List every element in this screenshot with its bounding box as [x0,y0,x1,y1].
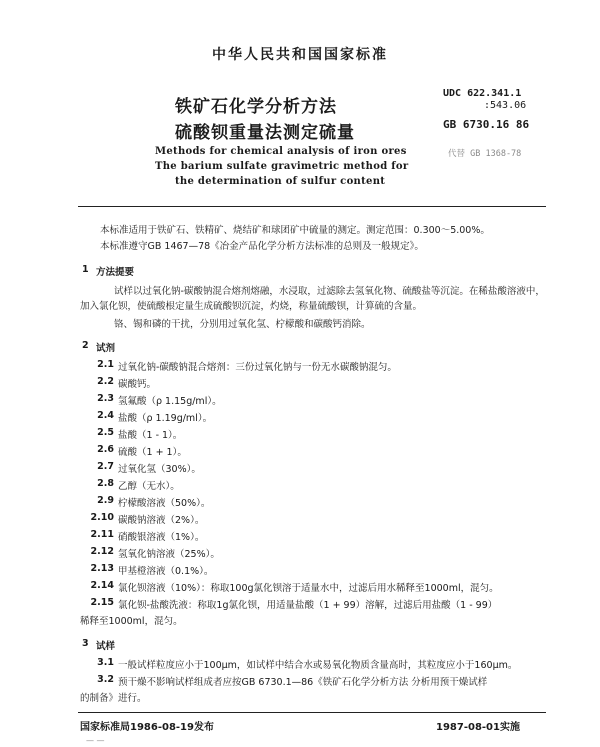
reagent-item: 过氧化氢（30%）。 [118,464,201,475]
reagent-item: 氢氟酸（ρ 1.15g/ml）。 [118,396,222,407]
sample-item-continuation: 的制备》进行。 [80,693,147,704]
section2-number: 2 [82,340,89,351]
footer-divider [78,712,546,713]
reagent-item-number: 2.4 [97,410,114,421]
sample-item: 预干燥不影响试样组成者应按GB 6730.1—86《铁矿石化学分析方法 分析用预干燥试样 [118,677,488,688]
udc-code: UDC 622.341.1 [443,88,522,99]
section3-heading: 试样 [96,641,116,652]
reagent-item-number: 2.13 [90,563,114,574]
reagent-item: 盐酸（ρ 1.19g/ml）。 [118,413,213,424]
intro-scope: 本标准适用于铁矿石、铁精矿、烧结矿和球团矿中硫量的测定。测定范围：0.300～5.00%。 [100,225,490,236]
udc-code-suffix: :543.06 [484,100,527,111]
english-title-line2: The barium sulfate gravimetric method for [155,161,409,172]
reagent-item-number: 2.3 [97,393,114,404]
replaces-code: 代替 GB 1368-78 [448,149,522,159]
reagent-item: 氢氧化钠溶液（25%）。 [118,549,220,560]
reagent-item-number: 2.5 [97,427,114,438]
reagent-item-number: 2.8 [97,478,114,489]
issued-date: 国家标准局1986-08-19发布 [80,722,214,733]
section1-paragraph1: 试样以过氧化钠-碳酸钠混合熔剂熔融，水浸取，过滤除去氢氧化物、硫酸盐等沉淀。在稀盐酸溶液中，加入氯化钡，使硫酸根定量生成硫酸钡沉淀，灼烧，称量硫酸钡，计算硫的含量。 [80,286,545,312]
reagent-item-number: 2.6 [97,444,114,455]
reagent-item: 氯化钡溶液（10%）：称取100g氯化钡溶于适量水中，过滤后用水稀释至1000ml，混匀。 [118,583,499,594]
reagent-item: 硝酸银溶液（1%）。 [118,532,205,543]
chinese-title-line2: 硫酸钡重量法测定硫量 [175,123,355,143]
reagent-item-number: 2.2 [97,376,114,387]
reagent-item: 硫酸（1 + 1）。 [118,447,187,458]
standard-type-header: 中华人民共和国国家标准 [212,47,388,63]
reagent-item-continuation: 稀释至1000ml，混匀。 [80,616,183,627]
section1-number: 1 [82,264,89,275]
section2-heading: 试剂 [96,343,116,354]
english-title-line1: Methods for chemical analysis of iron ores [155,146,407,157]
reagent-item: 碳酸钠溶液（2%）。 [118,515,205,526]
reagent-item: 氯化钡-盐酸洗液：称取1g氯化钡，用适量盐酸（1 + 99）溶解，过滤后用盐酸（1 - 99） [118,600,498,611]
reagent-item: 碳酸钙。 [118,379,157,390]
chinese-title-line1: 铁矿石化学分析方法 [175,97,337,117]
section1-heading: 方法提要 [96,267,135,278]
reagent-item: 乙醇（无水）。 [118,481,180,492]
reagent-item: 柠檬酸溶液（50%）。 [118,498,211,509]
english-title-line3: the determination of sulfur content [175,176,386,187]
reagent-item-number: 2.11 [90,529,114,540]
reagent-item-number: 2.1 [97,359,114,370]
intro-compliance: 本标准遵守GB 1467—78《冶金产品化学分析方法标准的总则及一般规定》。 [100,241,424,252]
reagent-item-number: 2.12 [90,546,114,557]
sample-item: 一般试样粒度应小于100μm，如试样中结合水或易氧化物质含量高时，其粒度应小于160μm。 [118,660,518,671]
header-divider [78,206,546,207]
sample-item-number: 3.1 [97,657,114,668]
effective-date: 1987-08-01实施 [436,722,520,733]
page-marker: — — [86,736,105,745]
reagent-item: 过氧化钠-碳酸钠混合熔剂：三份过氧化钠与一份无水碳酸钠混匀。 [118,362,397,373]
reagent-item-number: 2.7 [97,461,114,472]
reagent-item-number: 2.15 [90,597,114,608]
reagent-item-number: 2.9 [97,495,114,506]
reagent-item: 甲基橙溶液（0.1%）。 [118,566,214,577]
reagent-item-number: 2.10 [90,512,114,523]
section1-paragraph2: 铬、锡和磷的干扰，分别用过氧化氢、柠檬酸和碳酸钙消除。 [114,319,371,330]
section3-number: 3 [82,638,89,649]
gb-code: GB 6730.16 86 [443,118,530,131]
reagent-item: 盐酸（1 - 1）。 [118,430,183,441]
reagent-item-number: 2.14 [90,580,114,591]
sample-item-number: 3.2 [97,674,114,685]
